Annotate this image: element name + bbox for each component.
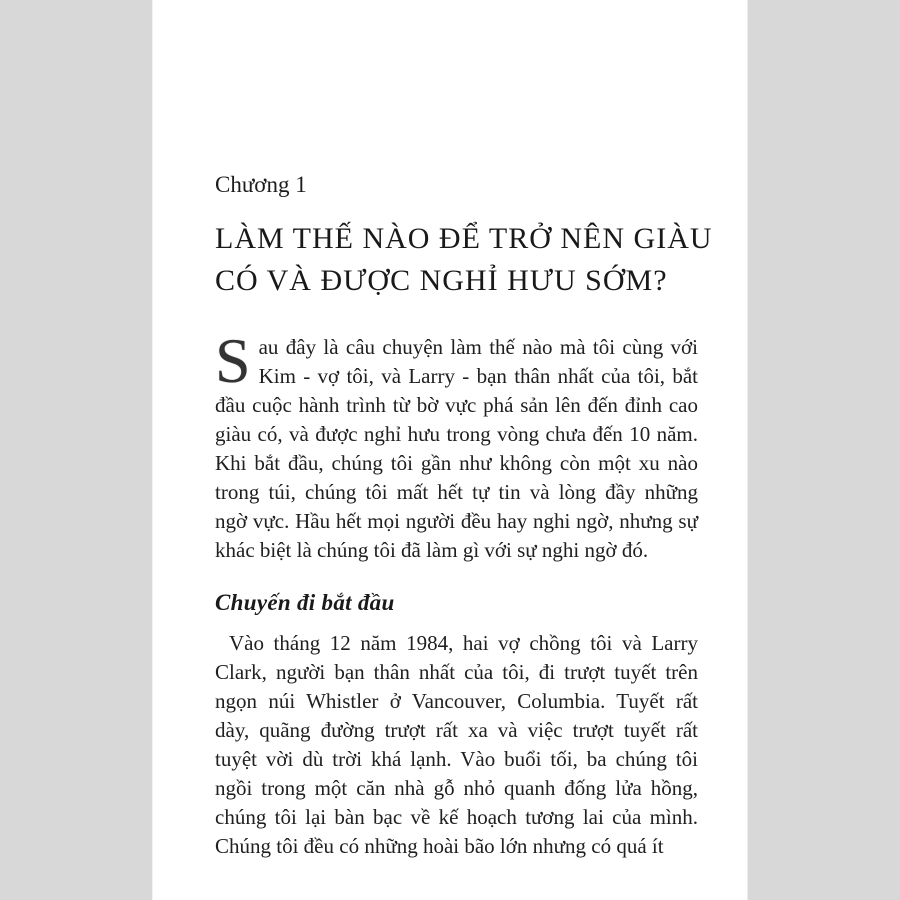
text-line: ngồi trong một căn nhà gỗ nhỏ quanh đống lửa hồng, bbox=[215, 776, 698, 800]
right-margin-band bbox=[748, 0, 900, 900]
text-line: ngọn núi Whistler ở Vancouver, Columbia. Tuyết rất bbox=[215, 689, 698, 713]
paragraph-intro-lines bbox=[215, 325, 698, 565]
paragraph-trip bbox=[215, 629, 698, 861]
text-line: Clark, người bạn thân nhất của tôi, đi trượt tuyết trên bbox=[215, 660, 698, 684]
text-line: trong túi, chúng tôi mất hết tự tin và lòng đầy những bbox=[215, 480, 698, 504]
text-line: khác biệt là chúng tôi đã làm gì với sự nghi ngờ đó. bbox=[215, 538, 649, 562]
section-heading: Chuyến đi bắt đầu bbox=[215, 590, 395, 615]
text-line: au đây là câu chuyện làm thế nào mà tôi cùng với bbox=[258, 335, 698, 359]
text-line: ngờ vực. Hầu hết mọi người đều hay nghi ngờ, nhưng sự bbox=[215, 509, 698, 533]
chapter-title-line-2: CÓ VÀ ĐƯỢC NGHỈ HƯU SỚM? bbox=[215, 264, 668, 297]
text-line: dày, quãng đường trượt rất xa và việc trượt tuyết rất bbox=[215, 718, 698, 742]
text-line: chúng tôi lại bàn bạc về kế hoạch tương lai của mình. bbox=[215, 805, 698, 829]
text-line: giàu có, và được nghỉ hưu trong vòng chưa đến 10 năm. bbox=[215, 422, 698, 446]
drop-cap: S bbox=[215, 325, 251, 396]
text-line: Kim - vợ tôi, và Larry - bạn thân nhất của tôi, bắt bbox=[258, 364, 698, 388]
text-line: đầu cuộc hành trình từ bờ vực phá sản lên đến đỉnh cao bbox=[215, 393, 698, 417]
chapter-title-line-1: LÀM THẾ NÀO ĐỂ TRỞ NÊN GIÀU bbox=[215, 222, 713, 255]
paragraph-trip-lines bbox=[215, 629, 698, 861]
left-margin-band bbox=[0, 0, 152, 900]
chapter-label: Chương 1 bbox=[215, 172, 307, 197]
paragraph-intro bbox=[215, 325, 698, 565]
book-page bbox=[152, 0, 748, 900]
text-line: Vào tháng 12 năm 1984, hai vợ chồng tôi và Larry bbox=[229, 631, 698, 655]
chapter-title bbox=[215, 218, 713, 302]
text-line: tuyệt vời dù trời khá lạnh. Vào buổi tối, ba chúng tôi bbox=[215, 747, 698, 771]
text-line: Khi bắt đầu, chúng tôi gần như không còn một xu nào bbox=[215, 451, 698, 475]
text-line: Chúng tôi đều có những hoài bão lớn nhưng có quá ít bbox=[215, 834, 664, 858]
